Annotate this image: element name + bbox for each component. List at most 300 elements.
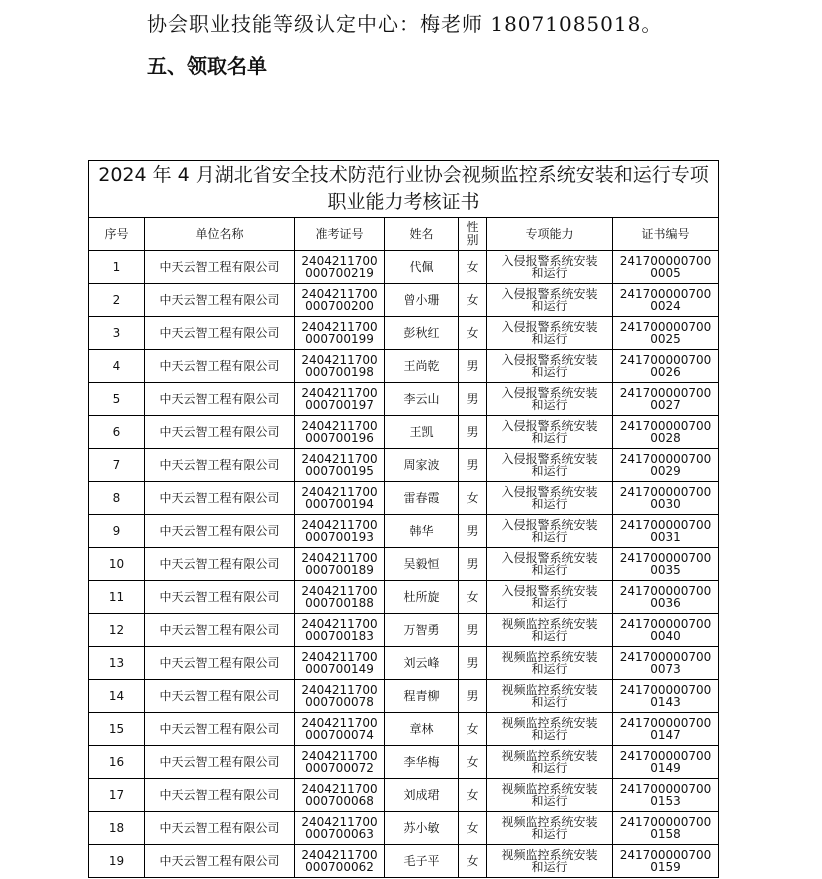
row-cert-no-line2: 0028 bbox=[650, 431, 681, 445]
row-no-text: 14 bbox=[108, 689, 125, 703]
row-exam-no-line1: 2404211700 bbox=[301, 386, 378, 400]
row-unit-text: 中天云智工程有限公司 bbox=[159, 755, 280, 769]
row-exam-no-line2: 000700183 bbox=[305, 629, 374, 643]
row-ability-line1: 视频监控系统安装 bbox=[501, 617, 598, 631]
row-cert-no-line2: 0024 bbox=[650, 299, 681, 313]
row-ability bbox=[487, 383, 613, 416]
row-no-text: 16 bbox=[108, 755, 125, 769]
row-name bbox=[385, 251, 459, 284]
table-row bbox=[89, 647, 719, 680]
column-header-unit: 单位名称 bbox=[145, 218, 295, 251]
row-ability bbox=[487, 779, 613, 812]
row-cert-no-line2: 0026 bbox=[650, 365, 681, 379]
row-exam-no-line2: 000700078 bbox=[305, 695, 374, 709]
row-ability bbox=[487, 614, 613, 647]
row-exam-no-line1: 2404211700 bbox=[301, 518, 378, 532]
row-gender bbox=[459, 779, 487, 812]
row-exam-no bbox=[295, 482, 385, 515]
row-unit bbox=[145, 449, 295, 482]
row-exam-no-line1: 2404211700 bbox=[301, 485, 378, 499]
row-gender bbox=[459, 680, 487, 713]
row-ability bbox=[487, 416, 613, 449]
column-header-name: 姓名 bbox=[385, 218, 459, 251]
row-cert-no-line2: 0036 bbox=[650, 596, 681, 610]
row-ability bbox=[487, 515, 613, 548]
row-gender bbox=[459, 449, 487, 482]
row-exam-no-line2: 000700197 bbox=[305, 398, 374, 412]
table-row bbox=[89, 416, 719, 449]
row-cert-no bbox=[613, 482, 719, 515]
row-no-text: 5 bbox=[112, 392, 121, 406]
row-gender-text: 男 bbox=[466, 458, 479, 472]
table-body bbox=[89, 251, 719, 878]
row-gender bbox=[459, 383, 487, 416]
row-cert-no-line1: 241700000700 bbox=[619, 815, 712, 829]
column-header-cert-no: 证书编号 bbox=[613, 218, 719, 251]
row-ability-line1: 入侵报警系统安装 bbox=[501, 254, 598, 268]
row-name-text: 吴毅恒 bbox=[403, 557, 440, 571]
row-exam-no bbox=[295, 614, 385, 647]
row-gender-text: 男 bbox=[466, 425, 479, 439]
row-exam-no-line1: 2404211700 bbox=[301, 782, 378, 796]
row-ability-line2: 和运行 bbox=[531, 266, 568, 280]
row-exam-no-line2: 000700200 bbox=[305, 299, 374, 313]
certificate-table bbox=[88, 160, 719, 878]
row-ability bbox=[487, 251, 613, 284]
row-ability-line2: 和运行 bbox=[531, 794, 568, 808]
row-name-text: 韩华 bbox=[409, 524, 434, 538]
section-heading: 五、领取名单 bbox=[147, 54, 267, 78]
row-exam-no-line2: 000700196 bbox=[305, 431, 374, 445]
column-header-exam-no: 准考证号 bbox=[295, 218, 385, 251]
row-no bbox=[89, 449, 145, 482]
row-exam-no-line2: 000700074 bbox=[305, 728, 374, 742]
row-unit-text: 中天云智工程有限公司 bbox=[159, 293, 280, 307]
row-no bbox=[89, 482, 145, 515]
row-ability-line2: 和运行 bbox=[531, 530, 568, 544]
row-no-text: 11 bbox=[108, 590, 125, 604]
row-unit bbox=[145, 680, 295, 713]
row-no bbox=[89, 350, 145, 383]
row-ability-line2: 和运行 bbox=[531, 464, 568, 478]
row-cert-no-line2: 0040 bbox=[650, 629, 681, 643]
row-exam-no-line1: 2404211700 bbox=[301, 848, 378, 862]
row-no-text: 6 bbox=[112, 425, 121, 439]
row-unit bbox=[145, 251, 295, 284]
row-exam-no bbox=[295, 350, 385, 383]
row-cert-no-line1: 241700000700 bbox=[619, 716, 712, 730]
row-ability bbox=[487, 581, 613, 614]
row-gender bbox=[459, 812, 487, 845]
table-title: 2024 年 4 月湖北省安全技术防范行业协会视频监控系统安装和运行专项职业能力考核证书 bbox=[89, 161, 719, 218]
row-exam-no bbox=[295, 515, 385, 548]
row-ability-line1: 入侵报警系统安装 bbox=[501, 287, 598, 301]
row-ability-line1: 视频监控系统安装 bbox=[501, 815, 598, 829]
table-row bbox=[89, 317, 719, 350]
row-ability bbox=[487, 647, 613, 680]
row-cert-no-line2: 0025 bbox=[650, 332, 681, 346]
row-no bbox=[89, 548, 145, 581]
row-name bbox=[385, 548, 459, 581]
row-cert-no-line2: 0149 bbox=[650, 761, 681, 775]
row-ability-line1: 入侵报警系统安装 bbox=[501, 452, 598, 466]
row-unit bbox=[145, 845, 295, 878]
row-ability-line2: 和运行 bbox=[531, 365, 568, 379]
row-name-text: 程青柳 bbox=[403, 689, 440, 703]
row-no-text: 9 bbox=[112, 524, 121, 538]
row-exam-no-line1: 2404211700 bbox=[301, 815, 378, 829]
row-cert-no-line1: 241700000700 bbox=[619, 518, 712, 532]
table-row bbox=[89, 449, 719, 482]
row-no bbox=[89, 515, 145, 548]
row-gender bbox=[459, 251, 487, 284]
row-no-text: 4 bbox=[112, 359, 121, 373]
row-cert-no-line2: 0031 bbox=[650, 530, 681, 544]
row-ability-line1: 视频监控系统安装 bbox=[501, 749, 598, 763]
row-cert-no bbox=[613, 350, 719, 383]
row-cert-no-line1: 241700000700 bbox=[619, 848, 712, 862]
row-name bbox=[385, 680, 459, 713]
row-ability-line1: 视频监控系统安装 bbox=[501, 848, 598, 862]
table-row bbox=[89, 251, 719, 284]
row-ability bbox=[487, 350, 613, 383]
row-ability-line1: 入侵报警系统安装 bbox=[501, 485, 598, 499]
row-cert-no bbox=[613, 647, 719, 680]
row-name bbox=[385, 482, 459, 515]
row-exam-no-line2: 000700194 bbox=[305, 497, 374, 511]
row-no-text: 2 bbox=[112, 293, 121, 307]
row-cert-no bbox=[613, 416, 719, 449]
row-no bbox=[89, 383, 145, 416]
row-exam-no-line2: 000700062 bbox=[305, 860, 374, 874]
row-ability-line1: 视频监控系统安装 bbox=[501, 650, 598, 664]
column-header-ability: 专项能力 bbox=[487, 218, 613, 251]
row-gender-text: 女 bbox=[466, 293, 479, 307]
row-name-text: 万智勇 bbox=[403, 623, 440, 637]
row-cert-no-line2: 0027 bbox=[650, 398, 681, 412]
row-unit-text: 中天云智工程有限公司 bbox=[159, 524, 280, 538]
row-gender-text: 男 bbox=[466, 623, 479, 637]
row-unit-text: 中天云智工程有限公司 bbox=[159, 689, 280, 703]
row-cert-no-line1: 241700000700 bbox=[619, 749, 712, 763]
row-exam-no-line2: 000700193 bbox=[305, 530, 374, 544]
table-row bbox=[89, 779, 719, 812]
row-no-text: 7 bbox=[112, 458, 121, 472]
row-ability-line2: 和运行 bbox=[531, 299, 568, 313]
row-name-text: 代佩 bbox=[409, 260, 434, 274]
row-cert-no-line1: 241700000700 bbox=[619, 353, 712, 367]
row-name-text: 刘成珺 bbox=[403, 788, 440, 802]
row-cert-no bbox=[613, 779, 719, 812]
table-row bbox=[89, 845, 719, 878]
row-unit-text: 中天云智工程有限公司 bbox=[159, 656, 280, 670]
row-cert-no-line1: 241700000700 bbox=[619, 419, 712, 433]
row-ability bbox=[487, 680, 613, 713]
row-name bbox=[385, 812, 459, 845]
row-ability-line2: 和运行 bbox=[531, 662, 568, 676]
row-exam-no bbox=[295, 317, 385, 350]
row-ability-line1: 入侵报警系统安装 bbox=[501, 386, 598, 400]
row-exam-no-line1: 2404211700 bbox=[301, 617, 378, 631]
row-gender-text: 女 bbox=[466, 326, 479, 340]
row-cert-no-line1: 241700000700 bbox=[619, 254, 712, 268]
row-cert-no bbox=[613, 383, 719, 416]
row-no bbox=[89, 284, 145, 317]
row-ability bbox=[487, 812, 613, 845]
row-no bbox=[89, 713, 145, 746]
row-unit-text: 中天云智工程有限公司 bbox=[159, 359, 280, 373]
row-unit-text: 中天云智工程有限公司 bbox=[159, 260, 280, 274]
row-no-text: 13 bbox=[108, 656, 125, 670]
row-exam-no bbox=[295, 416, 385, 449]
row-exam-no bbox=[295, 812, 385, 845]
row-name-text: 李华梅 bbox=[403, 755, 440, 769]
row-exam-no bbox=[295, 713, 385, 746]
row-unit-text: 中天云智工程有限公司 bbox=[159, 491, 280, 505]
row-cert-no-line1: 241700000700 bbox=[619, 287, 712, 301]
row-exam-no-line1: 2404211700 bbox=[301, 749, 378, 763]
row-unit-text: 中天云智工程有限公司 bbox=[159, 623, 280, 637]
row-gender-text: 女 bbox=[466, 722, 479, 736]
row-cert-no bbox=[613, 812, 719, 845]
row-ability bbox=[487, 845, 613, 878]
row-ability-line2: 和运行 bbox=[531, 827, 568, 841]
row-ability-line1: 入侵报警系统安装 bbox=[501, 551, 598, 565]
row-name bbox=[385, 383, 459, 416]
row-unit bbox=[145, 614, 295, 647]
row-no-text: 8 bbox=[112, 491, 121, 505]
row-gender-text: 男 bbox=[466, 524, 479, 538]
row-cert-no bbox=[613, 284, 719, 317]
row-exam-no-line2: 000700063 bbox=[305, 827, 374, 841]
row-exam-no bbox=[295, 647, 385, 680]
row-gender bbox=[459, 284, 487, 317]
row-unit bbox=[145, 284, 295, 317]
row-unit-text: 中天云智工程有限公司 bbox=[159, 854, 280, 868]
table-header-row bbox=[89, 218, 719, 251]
row-no bbox=[89, 317, 145, 350]
row-gender bbox=[459, 515, 487, 548]
row-no bbox=[89, 746, 145, 779]
row-ability-line2: 和运行 bbox=[531, 497, 568, 511]
row-exam-no-line2: 000700189 bbox=[305, 563, 374, 577]
row-cert-no-line1: 241700000700 bbox=[619, 551, 712, 565]
row-name-text: 李云山 bbox=[403, 392, 440, 406]
row-gender-text: 男 bbox=[466, 359, 479, 373]
row-gender bbox=[459, 713, 487, 746]
row-name bbox=[385, 713, 459, 746]
row-ability-line1: 入侵报警系统安装 bbox=[501, 419, 598, 433]
row-cert-no-line1: 241700000700 bbox=[619, 584, 712, 598]
row-ability-line2: 和运行 bbox=[531, 761, 568, 775]
row-exam-no bbox=[295, 548, 385, 581]
contact-line: 协会职业技能等级认定中心：梅老师 18071085018。 bbox=[147, 12, 663, 36]
row-name-text: 刘云峰 bbox=[403, 656, 440, 670]
row-cert-no-line2: 0073 bbox=[650, 662, 681, 676]
row-name-text: 章林 bbox=[409, 722, 434, 736]
table-row bbox=[89, 812, 719, 845]
row-gender bbox=[459, 350, 487, 383]
row-cert-no bbox=[613, 251, 719, 284]
row-exam-no-line2: 000700199 bbox=[305, 332, 374, 346]
row-unit bbox=[145, 317, 295, 350]
row-unit-text: 中天云智工程有限公司 bbox=[159, 788, 280, 802]
table-row bbox=[89, 746, 719, 779]
table-row bbox=[89, 515, 719, 548]
column-header-gender: 性别 bbox=[459, 218, 487, 251]
table-row bbox=[89, 350, 719, 383]
row-gender bbox=[459, 614, 487, 647]
row-gender-text: 男 bbox=[466, 392, 479, 406]
table-row bbox=[89, 482, 719, 515]
table-row bbox=[89, 383, 719, 416]
row-exam-no bbox=[295, 284, 385, 317]
row-unit bbox=[145, 581, 295, 614]
row-cert-no bbox=[613, 581, 719, 614]
row-no-text: 18 bbox=[108, 821, 125, 835]
row-unit bbox=[145, 548, 295, 581]
row-no-text: 15 bbox=[108, 722, 125, 736]
row-exam-no-line1: 2404211700 bbox=[301, 683, 378, 697]
table-row bbox=[89, 614, 719, 647]
row-cert-no bbox=[613, 713, 719, 746]
row-exam-no-line1: 2404211700 bbox=[301, 254, 378, 268]
row-exam-no bbox=[295, 449, 385, 482]
row-gender bbox=[459, 317, 487, 350]
row-ability-line2: 和运行 bbox=[531, 431, 568, 445]
row-unit bbox=[145, 515, 295, 548]
row-ability-line2: 和运行 bbox=[531, 596, 568, 610]
row-cert-no-line2: 0143 bbox=[650, 695, 681, 709]
row-cert-no-line2: 0147 bbox=[650, 728, 681, 742]
row-cert-no-line1: 241700000700 bbox=[619, 320, 712, 334]
row-exam-no-line2: 000700198 bbox=[305, 365, 374, 379]
row-name-text: 雷春霞 bbox=[403, 491, 440, 505]
row-gender bbox=[459, 845, 487, 878]
table-row bbox=[89, 581, 719, 614]
row-ability bbox=[487, 548, 613, 581]
row-cert-no-line1: 241700000700 bbox=[619, 386, 712, 400]
row-cert-no bbox=[613, 317, 719, 350]
row-name-text: 王尚乾 bbox=[403, 359, 440, 373]
row-no bbox=[89, 845, 145, 878]
row-unit bbox=[145, 746, 295, 779]
row-exam-no-line1: 2404211700 bbox=[301, 287, 378, 301]
row-ability bbox=[487, 284, 613, 317]
row-cert-no-line1: 241700000700 bbox=[619, 452, 712, 466]
row-unit bbox=[145, 350, 295, 383]
row-gender-text: 女 bbox=[466, 491, 479, 505]
row-unit-text: 中天云智工程有限公司 bbox=[159, 326, 280, 340]
row-ability-line2: 和运行 bbox=[531, 695, 568, 709]
row-cert-no bbox=[613, 680, 719, 713]
row-ability-line1: 入侵报警系统安装 bbox=[501, 353, 598, 367]
row-ability-line1: 入侵报警系统安装 bbox=[501, 320, 598, 334]
row-exam-no-line2: 000700188 bbox=[305, 596, 374, 610]
row-name bbox=[385, 284, 459, 317]
row-unit bbox=[145, 383, 295, 416]
row-ability-line1: 视频监控系统安装 bbox=[501, 782, 598, 796]
row-cert-no-line2: 0035 bbox=[650, 563, 681, 577]
row-exam-no bbox=[295, 680, 385, 713]
row-ability-line2: 和运行 bbox=[531, 860, 568, 874]
row-unit bbox=[145, 416, 295, 449]
row-unit bbox=[145, 779, 295, 812]
row-name bbox=[385, 449, 459, 482]
row-exam-no-line1: 2404211700 bbox=[301, 716, 378, 730]
row-gender bbox=[459, 548, 487, 581]
row-gender bbox=[459, 581, 487, 614]
row-ability-line1: 视频监控系统安装 bbox=[501, 716, 598, 730]
row-exam-no-line1: 2404211700 bbox=[301, 320, 378, 334]
row-no bbox=[89, 416, 145, 449]
row-exam-no-line1: 2404211700 bbox=[301, 551, 378, 565]
row-unit bbox=[145, 812, 295, 845]
row-name-text: 毛子平 bbox=[403, 854, 440, 868]
row-name bbox=[385, 581, 459, 614]
column-header-no: 序号 bbox=[89, 218, 145, 251]
row-exam-no bbox=[295, 779, 385, 812]
row-gender bbox=[459, 647, 487, 680]
row-ability bbox=[487, 482, 613, 515]
row-cert-no-line2: 0158 bbox=[650, 827, 681, 841]
row-no bbox=[89, 680, 145, 713]
row-name bbox=[385, 416, 459, 449]
row-name-text: 曾小珊 bbox=[403, 293, 440, 307]
row-ability-line2: 和运行 bbox=[531, 629, 568, 643]
row-cert-no-line1: 241700000700 bbox=[619, 782, 712, 796]
row-cert-no-line2: 0159 bbox=[650, 860, 681, 874]
row-cert-no bbox=[613, 515, 719, 548]
row-exam-no-line2: 000700068 bbox=[305, 794, 374, 808]
row-cert-no bbox=[613, 614, 719, 647]
row-unit-text: 中天云智工程有限公司 bbox=[159, 425, 280, 439]
row-gender-text: 女 bbox=[466, 788, 479, 802]
row-name-text: 苏小敏 bbox=[403, 821, 440, 835]
table-row bbox=[89, 680, 719, 713]
row-name bbox=[385, 515, 459, 548]
row-exam-no bbox=[295, 845, 385, 878]
row-gender-text: 女 bbox=[466, 821, 479, 835]
row-exam-no-line2: 000700149 bbox=[305, 662, 374, 676]
row-gender bbox=[459, 416, 487, 449]
row-no-text: 10 bbox=[108, 557, 125, 571]
row-ability bbox=[487, 746, 613, 779]
row-name bbox=[385, 614, 459, 647]
row-exam-no-line1: 2404211700 bbox=[301, 584, 378, 598]
row-cert-no-line2: 0153 bbox=[650, 794, 681, 808]
row-gender-text: 女 bbox=[466, 755, 479, 769]
row-cert-no-line2: 0029 bbox=[650, 464, 681, 478]
row-exam-no-line2: 000700072 bbox=[305, 761, 374, 775]
row-cert-no-line1: 241700000700 bbox=[619, 683, 712, 697]
row-cert-no bbox=[613, 845, 719, 878]
row-ability-line1: 入侵报警系统安装 bbox=[501, 584, 598, 598]
row-name-text: 周家波 bbox=[403, 458, 440, 472]
row-unit-text: 中天云智工程有限公司 bbox=[159, 821, 280, 835]
row-exam-no-line2: 000700195 bbox=[305, 464, 374, 478]
row-cert-no-line1: 241700000700 bbox=[619, 650, 712, 664]
row-ability-line2: 和运行 bbox=[531, 332, 568, 346]
row-name bbox=[385, 845, 459, 878]
row-ability-line1: 视频监控系统安装 bbox=[501, 683, 598, 697]
row-cert-no-line1: 241700000700 bbox=[619, 485, 712, 499]
row-unit-text: 中天云智工程有限公司 bbox=[159, 392, 280, 406]
row-name bbox=[385, 746, 459, 779]
row-gender-text: 男 bbox=[466, 656, 479, 670]
row-ability-line2: 和运行 bbox=[531, 398, 568, 412]
row-unit-text: 中天云智工程有限公司 bbox=[159, 458, 280, 472]
